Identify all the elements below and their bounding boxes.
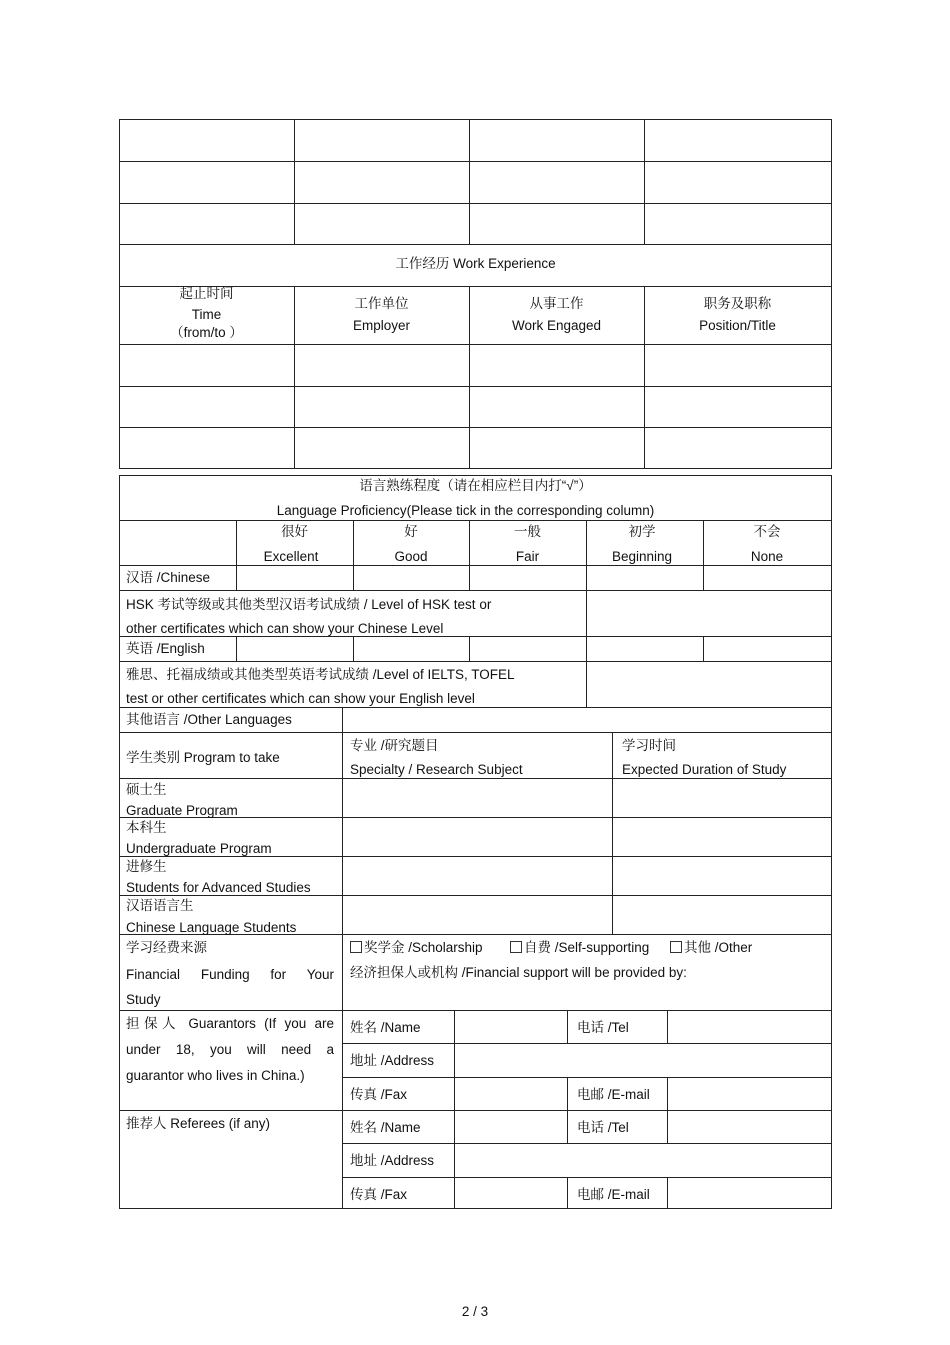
program-undergrad-en: Undergraduate Program <box>126 841 272 856</box>
engaged-header-cn: 从事工作 <box>529 296 584 311</box>
financial-support-label: 经济担保人或机构 /Financial support will be provided by: <box>350 965 687 980</box>
time-header-cn: 起止时间 <box>179 286 234 301</box>
education-cell[interactable] <box>295 120 469 161</box>
language-specialty-field[interactable] <box>343 896 612 934</box>
referee-name-label: 姓名 /Name <box>350 1120 421 1135</box>
level-fair-cn: 一般 <box>514 524 541 539</box>
other-funding-checkbox[interactable] <box>670 941 682 953</box>
graduate-duration-field[interactable] <box>613 779 831 817</box>
referee-email-label: 电邮 /E-mail <box>577 1187 650 1202</box>
chinese-label: 汉语 /Chinese <box>126 570 211 585</box>
scholarship-label: 奖学金 /Scholarship <box>364 940 483 955</box>
scholarship-checkbox[interactable] <box>350 941 362 953</box>
chinese-beginning-cell[interactable] <box>587 566 703 590</box>
program-label: 学生类别 Program to take <box>126 750 280 765</box>
time-header-sub: （from/to ） <box>170 325 243 340</box>
english-label: 英语 /English <box>126 641 205 656</box>
program-language-en: Chinese Language Students <box>126 920 297 935</box>
specialty-header-en: Specialty / Research Subject <box>350 762 523 777</box>
program-advanced-en: Students for Advanced Studies <box>126 880 311 895</box>
time-header-en: Time <box>191 307 222 322</box>
english-beginning-cell[interactable] <box>587 637 703 661</box>
program-language-cn: 汉语语言生 <box>126 898 194 913</box>
guarantor-tel-field[interactable] <box>668 1011 831 1043</box>
undergrad-duration-field[interactable] <box>613 818 831 856</box>
work-employer-cell[interactable] <box>295 345 469 386</box>
education-cell[interactable] <box>120 120 294 161</box>
language-title-en: Language Proficiency(Please tick in the corresponding column) <box>276 503 655 518</box>
duration-header-cn: 学习时间 <box>622 738 676 753</box>
english-fair-cell[interactable] <box>470 637 586 661</box>
level-good-en: Good <box>394 549 428 564</box>
program-graduate-cn: 硕士生 <box>126 782 167 797</box>
self-supporting-checkbox[interactable] <box>510 941 522 953</box>
self-supporting-label: 自费 /Self-supporting <box>524 940 650 955</box>
engaged-header-en: Work Engaged <box>511 318 602 333</box>
graduate-specialty-field[interactable] <box>343 779 612 817</box>
education-cell[interactable] <box>470 120 644 161</box>
advanced-specialty-field[interactable] <box>343 857 612 895</box>
english-none-cell[interactable] <box>704 637 831 661</box>
referee-tel-label: 电话 /Tel <box>577 1120 629 1135</box>
referee-tel-field[interactable] <box>668 1111 831 1143</box>
program-advanced-cn: 进修生 <box>126 859 167 874</box>
employer-header-en: Employer <box>352 318 411 333</box>
language-title-cn: 语言熟练程度（请在相应栏目内打“√”） <box>359 478 592 493</box>
guarantor-address-field[interactable] <box>455 1044 831 1077</box>
level-excellent-en: Excellent <box>263 549 319 564</box>
hsk-level-field[interactable] <box>587 591 831 636</box>
funding-label-en-2: Study <box>126 992 161 1007</box>
guarantor-label-3: guarantor who lives in China.) <box>126 1068 305 1083</box>
other-languages-field[interactable] <box>343 708 831 732</box>
program-undergrad-cn: 本科生 <box>126 820 167 835</box>
guarantor-label: 担保人 Guarantors (If you are <box>126 1016 334 1031</box>
other-funding-label: 其他 /Other <box>684 940 753 955</box>
work-section-title: 工作经历 Work Experience <box>395 256 556 271</box>
position-header-en: Position/Title <box>699 318 776 333</box>
level-none-en: None <box>750 549 784 564</box>
other-funding-option[interactable] <box>670 940 752 956</box>
language-duration-field[interactable] <box>613 896 831 934</box>
guarantor-fax-label: 传真 /Fax <box>350 1087 408 1102</box>
funding-label-en: Financial Funding for Your <box>126 967 334 982</box>
program-graduate-en: Graduate Program <box>126 803 238 818</box>
employer-header-cn: 工作单位 <box>354 296 409 311</box>
level-excellent-cn: 很好 <box>281 524 308 539</box>
guarantor-address-label: 地址 /Address <box>350 1053 435 1068</box>
english-good-cell[interactable] <box>354 637 469 661</box>
chinese-good-cell[interactable] <box>354 566 469 590</box>
funding-label-cn: 学习经费来源 <box>126 940 207 955</box>
self-supporting-option[interactable] <box>510 940 649 956</box>
other-languages-label: 其他语言 /Other Languages <box>126 712 292 727</box>
chinese-none-cell[interactable] <box>704 566 831 590</box>
english-excellent-cell[interactable] <box>237 637 353 661</box>
guarantor-name-field[interactable] <box>455 1011 567 1043</box>
referee-fax-field[interactable] <box>455 1178 567 1208</box>
referee-name-field[interactable] <box>455 1111 567 1143</box>
hsk-label: HSK 考试等级或其他类型汉语考试成绩 / Level of HSK test or <box>126 597 492 612</box>
work-engaged-cell[interactable] <box>470 345 644 386</box>
ielts-label: 雅思、托福成绩或其他类型英语考试成绩 /Level of IELTS, TOFEL <box>126 667 515 682</box>
advanced-duration-field[interactable] <box>613 857 831 895</box>
work-time-cell[interactable] <box>120 345 294 386</box>
specialty-header-cn: 专业 /研究题目 <box>350 738 439 753</box>
ielts-level-field[interactable] <box>587 662 831 707</box>
level-good-cn: 好 <box>404 524 418 539</box>
undergrad-specialty-field[interactable] <box>343 818 612 856</box>
referees-label: 推荐人 Referees (if any) <box>126 1116 271 1131</box>
ielts-label-2: test or other certificates which can show your English level <box>126 691 475 706</box>
guarantor-name-label: 姓名 /Name <box>350 1020 421 1035</box>
guarantor-email-label: 电邮 /E-mail <box>577 1087 650 1102</box>
referee-email-field[interactable] <box>668 1178 831 1208</box>
scholarship-option[interactable] <box>350 940 483 956</box>
level-none-cn: 不会 <box>753 524 781 539</box>
hsk-label-2: other certificates which can show your Chinese Level <box>126 621 444 636</box>
position-header-cn: 职务及职称 <box>703 296 772 311</box>
guarantor-tel-label: 电话 /Tel <box>577 1020 629 1035</box>
guarantor-email-field[interactable] <box>668 1078 831 1110</box>
duration-header-en: Expected Duration of Study <box>622 762 787 777</box>
level-beginning-en: Beginning <box>611 549 673 564</box>
referee-address-field[interactable] <box>455 1144 831 1177</box>
level-fair-en: Fair <box>515 549 540 564</box>
chinese-fair-cell[interactable] <box>470 566 586 590</box>
referee-address-label: 地址 /Address <box>350 1153 435 1168</box>
chinese-excellent-cell[interactable] <box>237 566 353 590</box>
level-beginning-cn: 初学 <box>628 524 656 539</box>
education-cell[interactable] <box>645 120 831 161</box>
guarantor-fax-field[interactable] <box>455 1078 567 1110</box>
page-number: 2 / 3 <box>461 1304 489 1319</box>
guarantor-label-2: under 18, you will need a <box>126 1042 334 1057</box>
referee-fax-label: 传真 /Fax <box>350 1187 408 1202</box>
work-position-cell[interactable] <box>645 345 831 386</box>
